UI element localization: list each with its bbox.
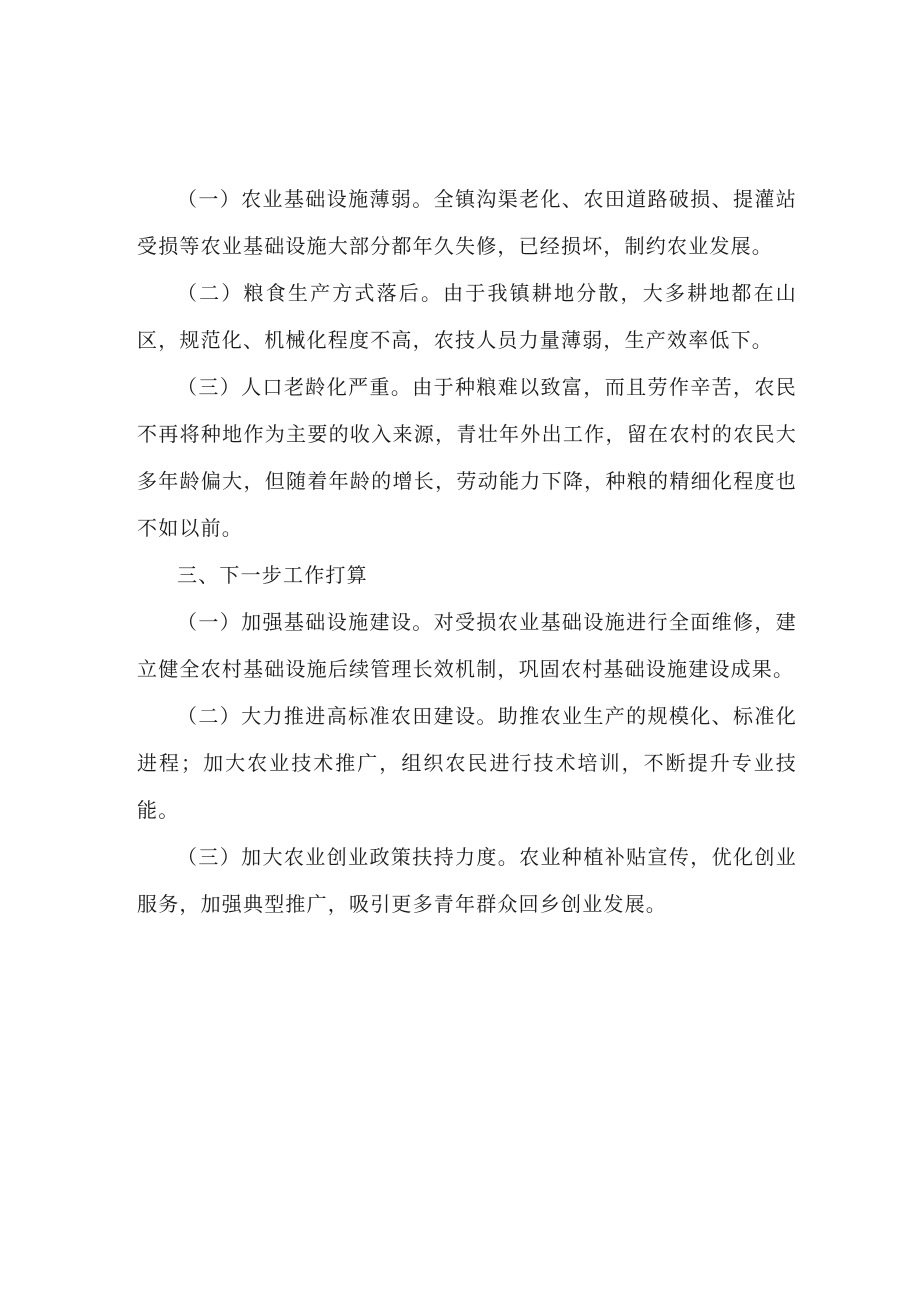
paragraph-strengthen-infrastructure: （一）加强基础设施建设。对受损农业基础设施进行全面维修，建立健全农村基础设施后续管理长效机制，巩固农村基础设施建设成果。 <box>137 610 797 681</box>
document-body <box>137 176 797 928</box>
paragraph-infrastructure-weak: （一）农业基础设施薄弱。全镇沟渠老化、农田道路破损、提灌站受损等农业基础设施大部分都年久失修，已经损坏，制约农业发展。 <box>137 187 797 258</box>
paragraph-production-backward: （二）粮食生产方式落后。由于我镇耕地分散，大多耕地都在山区，规范化、机械化程度不高，农技人员力量薄弱，生产效率低下。 <box>137 281 797 352</box>
paragraph-high-standard-farmland: （二）大力推进高标准农田建设。助推农业生产的规模化、标准化进程；加大农业技术推广，组织农民进行技术培训，不断提升专业技能。 <box>137 704 797 822</box>
paragraph-entrepreneurship-support: （三）加大农业创业政策扶持力度。农业种植补贴宣传，优化创业服务，加强典型推广，吸引更多青年群众回乡创业发展。 <box>137 845 797 916</box>
paragraph-aging-population: （三）人口老龄化严重。由于种粮难以致富，而且劳作辛苦，农民不再将种地作为主要的收入来源，青壮年外出工作，留在农村的农民大多年龄偏大，但随着年龄的增长，劳动能力下降，种粮的精细化程度也不如以前。 <box>137 375 797 540</box>
section-heading-next-steps: 三、下一步工作打算 <box>177 563 368 587</box>
